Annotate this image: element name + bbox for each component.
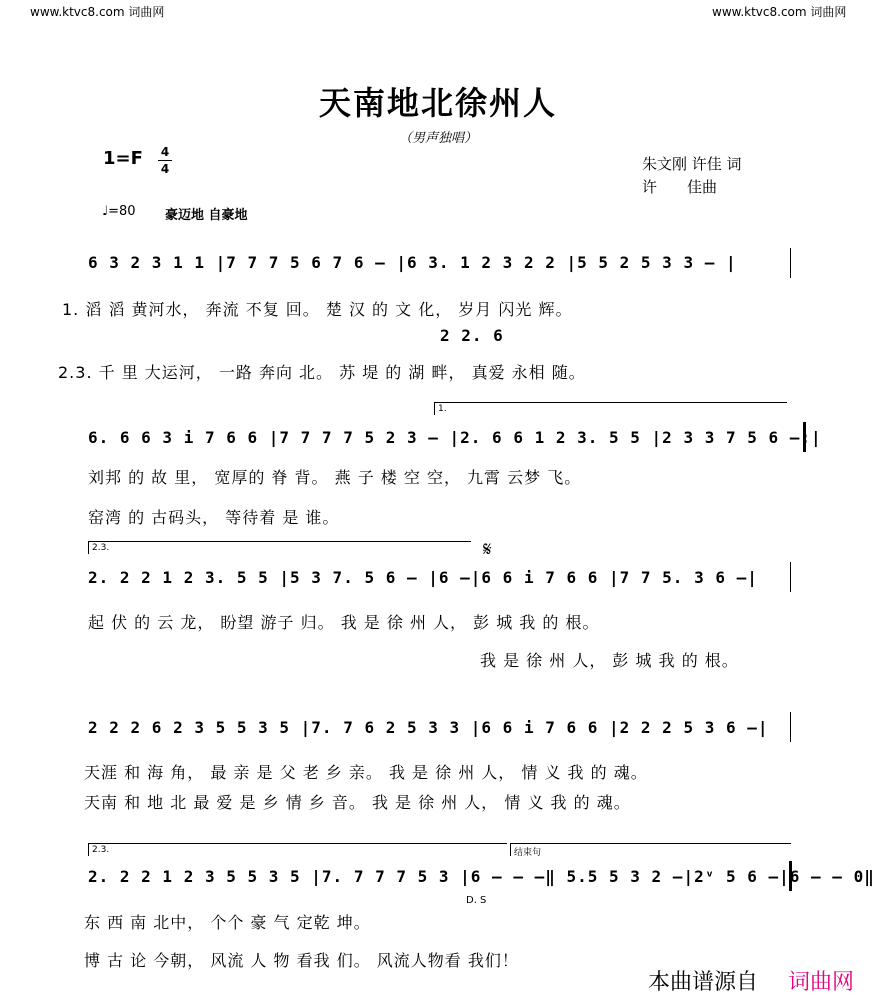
system3-lyrics-verse1: 起 伏 的 云 龙， 盼望 游子 归。 我 是 徐 州 人， 彭 城 我 的 根。: [88, 613, 600, 632]
meter-bottom: 4: [160, 162, 170, 176]
system4-end-barline: [790, 712, 791, 742]
dal-segno-mark: D. S: [466, 895, 487, 906]
system2-notes: 6. 6 6 3 i 7 6 6 |7 7 7 7 5 2 3 – |2. 6 6 1 2 3. 5 5 |2 3 3 7 5 6 –:|: [88, 428, 822, 447]
key-signature: 1=F: [103, 148, 143, 169]
score-title: 天南地北徐州人: [318, 84, 557, 122]
time-signature: [158, 145, 172, 176]
system5-lyrics-verse2: 博 古 论 今朝， 风流 人 物 看我 们。 风流人物看 我们！: [84, 951, 519, 970]
meter-top: 4: [160, 145, 170, 159]
system1-lyrics-verse1: 1. 滔 滔 黄河水， 奔流 不复 回。 楚 汉 的 文 化， 岁月 闪光 辉。: [62, 300, 573, 319]
footer-source-label: 本曲谱源自: [648, 965, 758, 996]
segno-sign: 𝄋: [483, 537, 492, 561]
system3-notes: 2. 2 2 1 2 3. 5 5 |5 3 7. 5 6 – |6 –|6 6 i 7 6 6 |7 7 5. 3 6 –|: [88, 568, 758, 587]
composer-credit: 许 佳曲: [642, 178, 718, 196]
meter-bar: [158, 160, 172, 161]
system2-lyrics-verse1: 刘邦 的 故 里， 宽厚的 脊 背。 燕 子 楼 空 空， 九霄 云梦 飞。: [88, 468, 582, 487]
system1-notes: 6 3 2 3 1 1 |7 7 7 5 6 7 6 – |6 3. 1 2 3 2 2 |5 5 2 5 3 3 – |: [88, 253, 737, 272]
system3-end-barline: [790, 562, 791, 592]
tempo-marking: ♩=80: [102, 204, 136, 219]
system2-lyrics-verse2: 窑湾 的 古码头， 等待着 是 谁。: [88, 508, 340, 527]
coda-ending: 结束句: [510, 843, 791, 856]
expression-marking: 豪迈地 自豪地: [165, 208, 248, 223]
system4-lyrics-verse2: 天南 和 地 北 最 爱 是 乡 情 乡 音。 我 是 徐 州 人， 情 义 我 的 魂。: [84, 793, 631, 812]
final-barline: [789, 861, 792, 891]
watermark-right: www.ktvc8.com 词曲网: [712, 5, 847, 19]
volta-first-ending: 1.: [434, 402, 787, 415]
system5-lyrics-verse1: 东 西 南 北中， 个个 豪 气 定乾 坤。: [84, 913, 371, 932]
footer-site-name: 词曲网: [788, 965, 854, 996]
system4-notes: 2 2 2 6 2 3 5 5 3 5 |7. 7 6 2 5 3 3 |6 6 i 7 6 6 |2 2 2 5 3 6 –|: [88, 718, 769, 737]
system1-end-barline: [790, 248, 791, 278]
system2-repeat-barline: [803, 422, 806, 452]
system3-lyrics-verse2: 我 是 徐 州 人， 彭 城 我 的 根。: [480, 651, 739, 670]
system1-lyrics-verse2: 2.3. 千 里 大运河， 一路 奔向 北。 苏 堤 的 湖 畔， 真爱 永相 随。: [58, 363, 586, 382]
watermark-left: www.ktvc8.com 词曲网: [30, 5, 165, 19]
system5-notes: 2. 2 2 1 2 3 5 5 3 5 |7. 7 7 7 5 3 |6 – – –‖ 5.5 5 3 2 –|2ᵛ 5 6 –|6 – – 0‖: [88, 867, 875, 886]
lyricist-credit: 朱文刚 许佳 词: [642, 155, 742, 173]
volta-third-ending: 2.3.: [88, 843, 507, 856]
score-subtitle: （男声独唱）: [398, 131, 477, 146]
volta-second-ending: 2.3.: [88, 541, 471, 554]
system4-lyrics-verse1: 天涯 和 海 角， 最 亲 是 父 老 乡 亲。 我 是 徐 州 人， 情 义 我 的 魂。: [84, 763, 648, 782]
system1-alt-notes: 2 2. 6: [440, 326, 504, 345]
